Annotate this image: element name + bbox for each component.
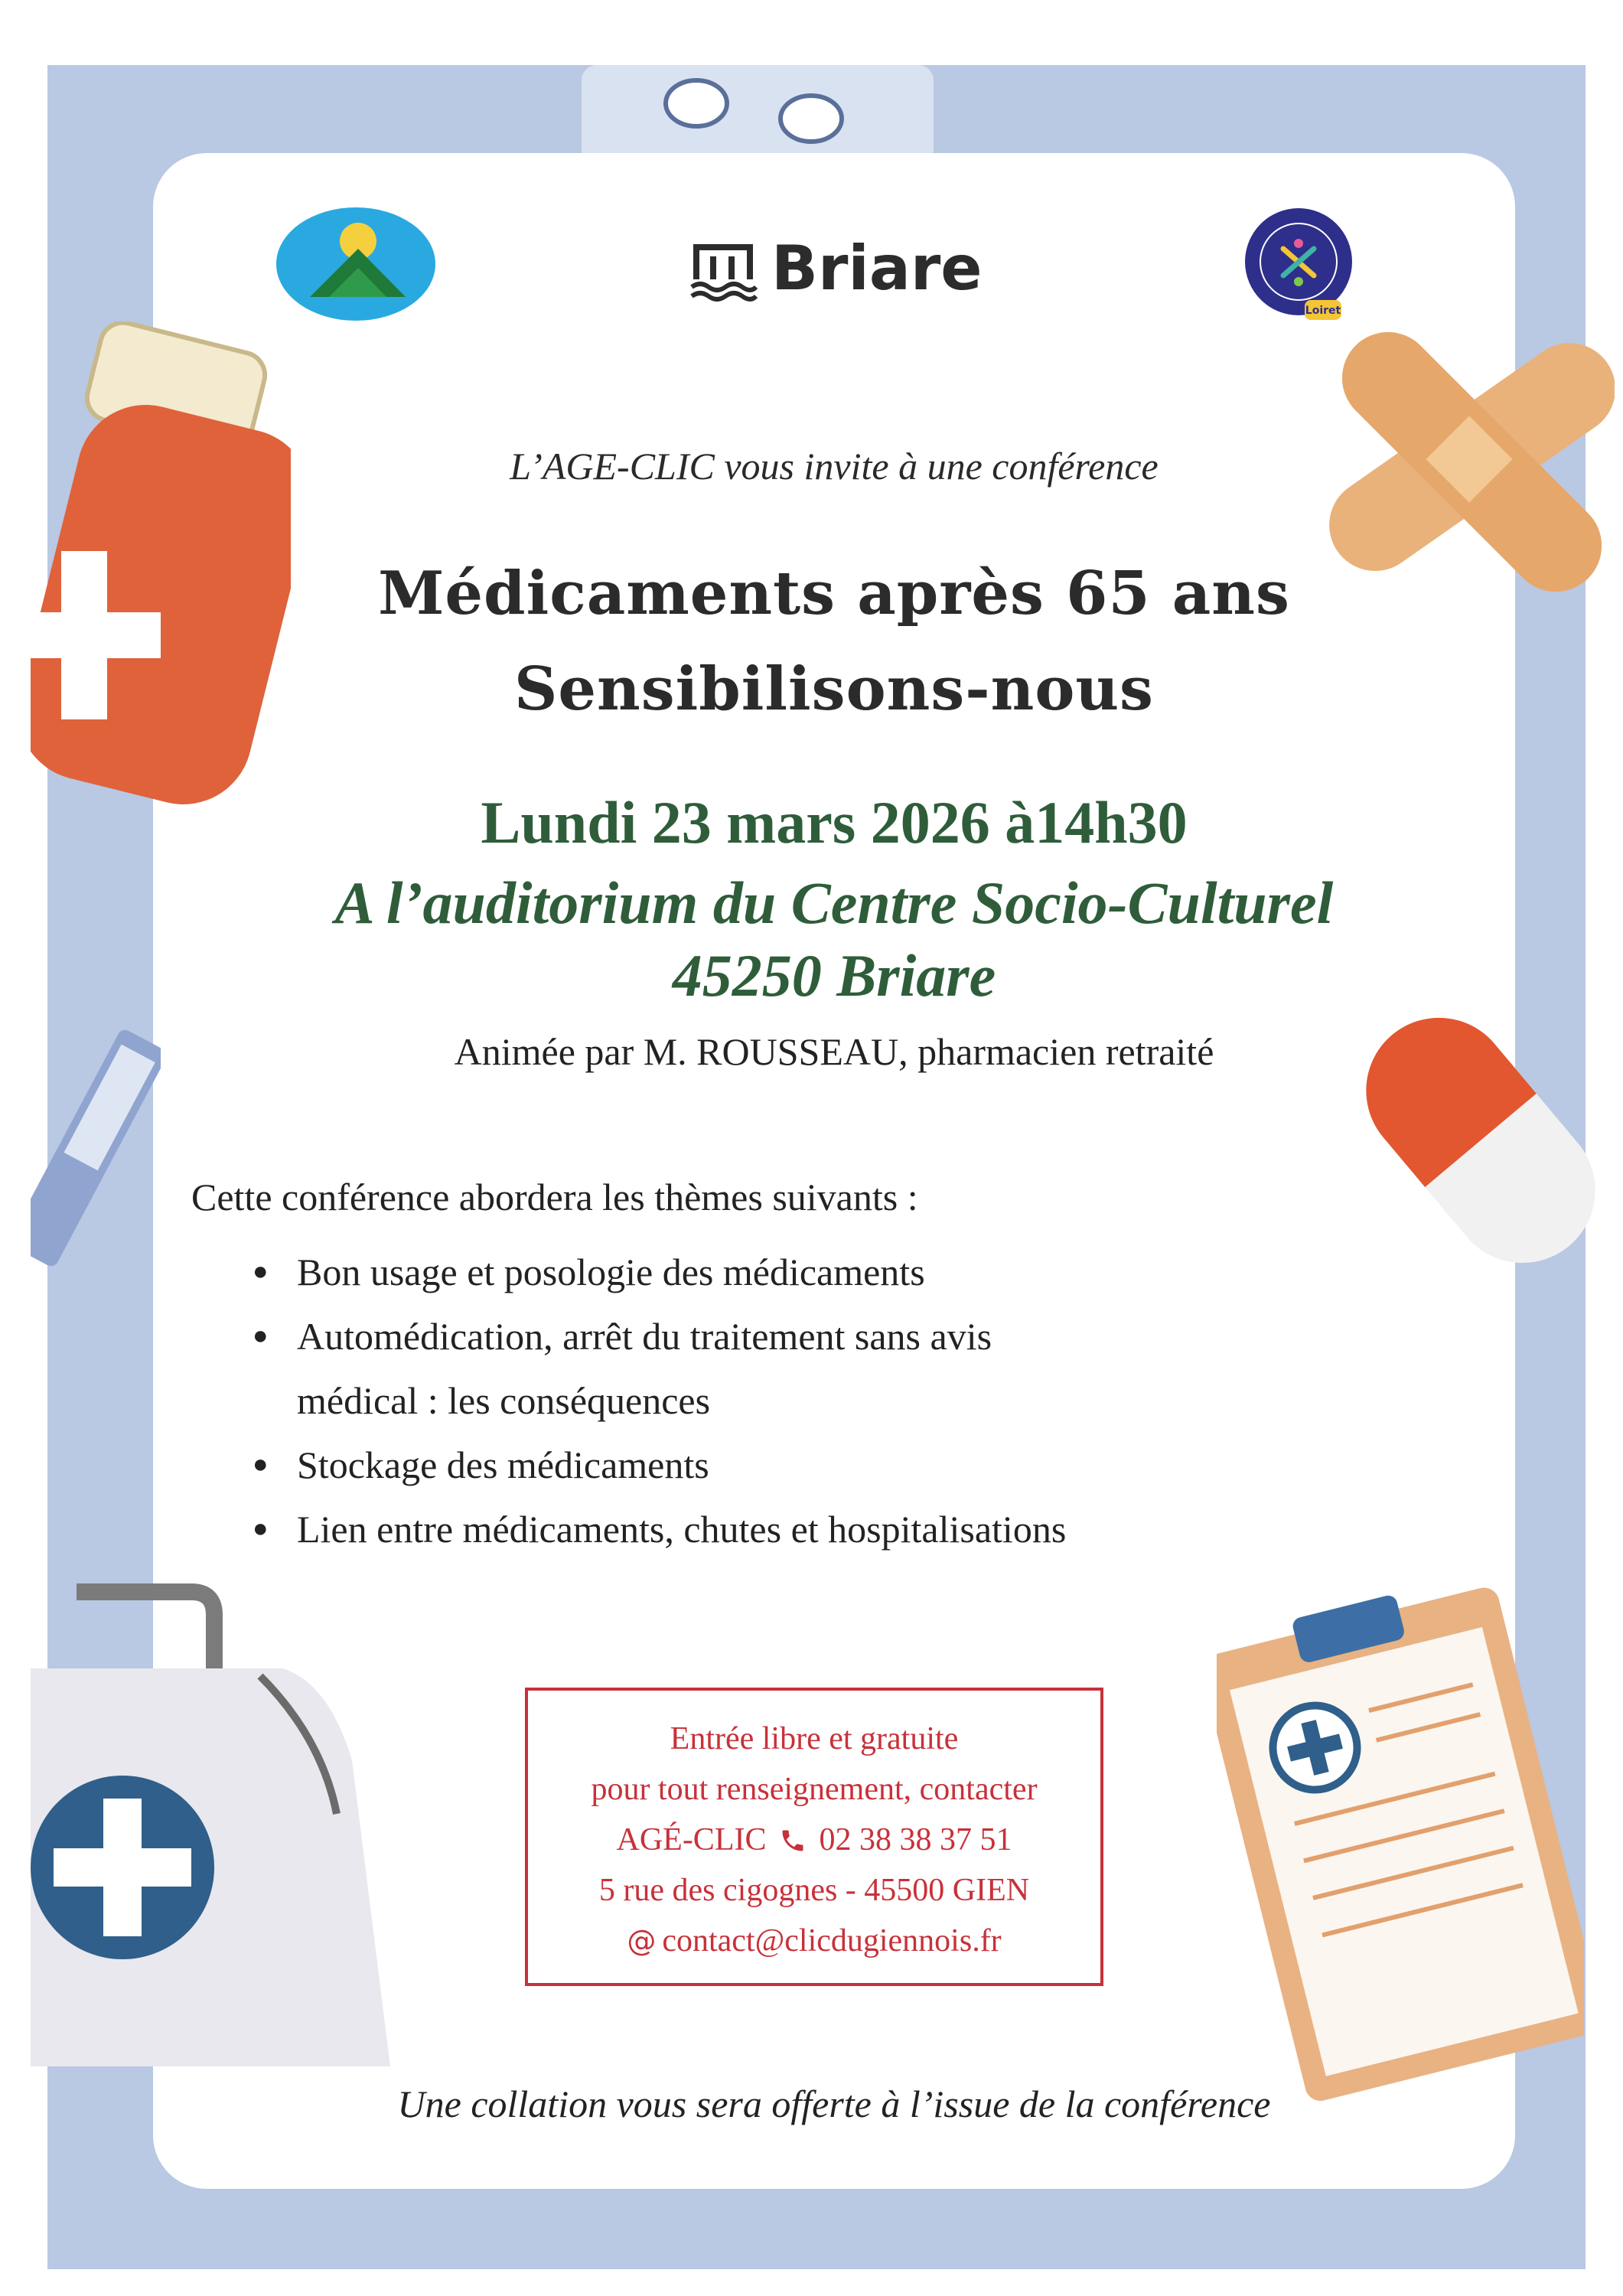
event-venue-line-2: 45250 Briare [672, 942, 996, 1009]
pill-blister-icon [582, 65, 934, 165]
briare-wave-icon [689, 233, 758, 302]
contact-email-row [528, 1916, 1100, 1966]
list-item-continuation [253, 1368, 1324, 1433]
theme-text: Automédication, arrêt du traitement sans avis [297, 1315, 992, 1358]
event-date: Lundi 23 mars 2026 à14h30 [481, 789, 1188, 856]
list-item [253, 1433, 1324, 1497]
bullet-icon: ● [253, 1257, 269, 1286]
theme-text: Lien entre médicaments, chutes et hospitalisations [297, 1508, 1067, 1551]
briare-logo [689, 230, 983, 306]
briare-logo-text: Briare [771, 232, 983, 304]
contact-org: AGÉ-CLIC [616, 1822, 767, 1857]
contact-address: 5 rue des cigognes - 45500 GIEN [598, 1873, 1030, 1908]
title-line-1: Médicaments après 65 ans [378, 559, 1290, 628]
bullet-icon: ● [253, 1515, 269, 1543]
contact-email[interactable]: contact@clicdugiennois.fr [662, 1923, 1002, 1958]
theme-text: Stockage des médicaments [297, 1443, 709, 1486]
theme-text: médical : les conséquences [297, 1379, 711, 1422]
event-venue-line-1: A l’auditorium du Centre Socio-Culturel [334, 869, 1334, 936]
bullet-icon: ● [253, 1450, 269, 1479]
contact-phone[interactable]: 02 38 38 37 51 [819, 1822, 1012, 1857]
clipboard-icon [1217, 1569, 1584, 2105]
footer-note: Une collation vous sera offerte à l’issue de la conférence [397, 2082, 1271, 2125]
theme-text: Bon usage et posologie des médicaments [297, 1251, 925, 1293]
list-item [253, 1304, 1324, 1368]
bullet-icon: ● [253, 1322, 269, 1350]
phone-icon [779, 1827, 807, 1854]
contact-line-2: pour tout renseignement, contacter [591, 1772, 1038, 1807]
title-line-2: Sensibilisons-nous [514, 654, 1154, 724]
invite-line: L’AGE-CLIC vous invite à une conférence [510, 445, 1159, 488]
contact-phone-row [528, 1815, 1100, 1865]
contact-line-1: Entrée libre et gratuite [670, 1721, 959, 1756]
at-icon: @ [627, 1924, 657, 1958]
themes-intro: Cette conférence abordera les thèmes suivants : [191, 1176, 918, 1218]
themes-list [253, 1240, 1324, 1561]
list-item [253, 1240, 1324, 1304]
commission-logo-badge: Loiret [1305, 305, 1341, 317]
list-item [253, 1497, 1324, 1561]
commission-logo [1243, 207, 1358, 337]
agglomeration-logo [275, 207, 436, 321]
contact-box [525, 1688, 1103, 1986]
event-presenter: Animée par M. ROUSSEAU, pharmacien retraité [454, 1030, 1214, 1073]
medical-bag-icon [31, 1561, 390, 2082]
syringe-icon [31, 1010, 161, 1286]
